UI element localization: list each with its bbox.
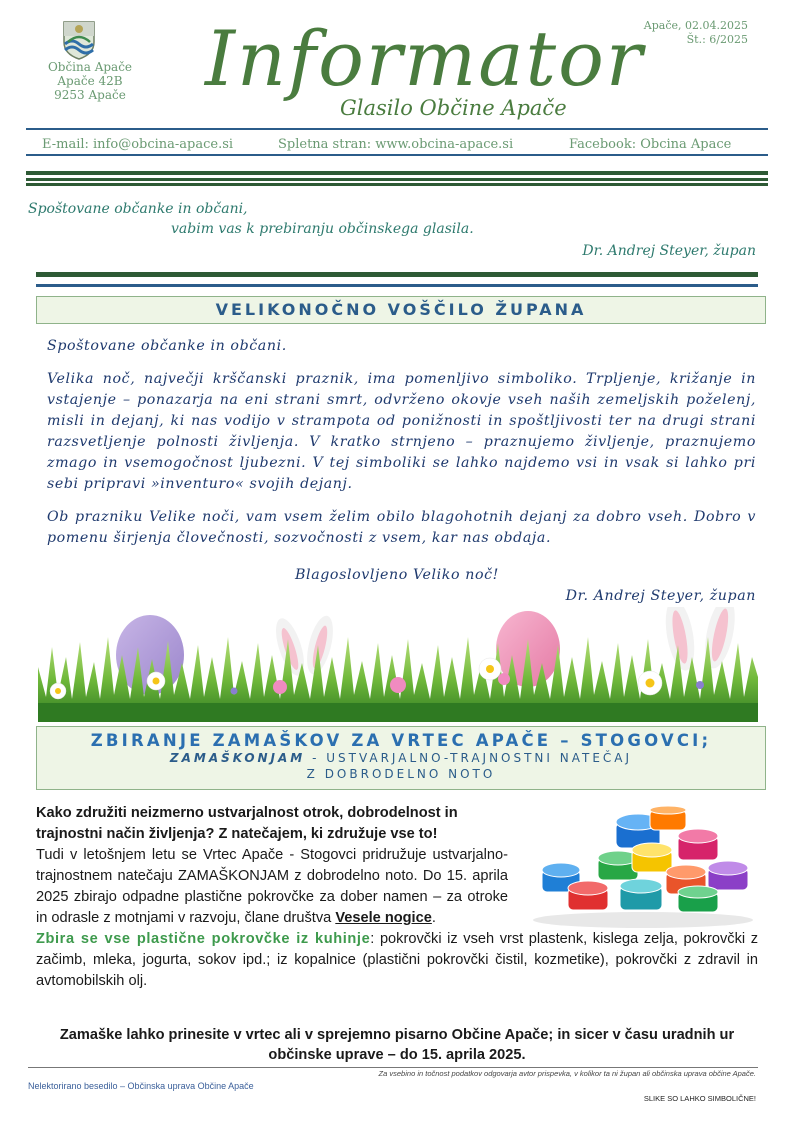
caps-heading-line-2: [37, 751, 765, 765]
caps-heading-line-1: ZBIRANJE ZAMAŠKOV ZA VRTEC APAČE – STOGOVCI;: [90, 731, 712, 750]
caps-closing: Zamaške lahko prinesite v vrtec ali v sprejemno pisarno Občine Apače; in sicer v času uradnih ur občinske uprave – do 15. aprila 2025.: [59, 1027, 735, 1063]
contact-facebook[interactable]: Facebook: Obcina Apace: [569, 137, 732, 152]
easter-signature: Dr. Andrej Steyer, župan: [565, 588, 756, 604]
greeting-signature: Dr. Andrej Steyer, župan: [582, 243, 756, 259]
divider-blue: [36, 284, 758, 287]
contact-bar: [26, 136, 768, 154]
issue-date: Apače, 02.04.2025: [643, 19, 748, 32]
caps-body-1: [36, 845, 508, 929]
municipality-address: [30, 60, 150, 102]
issue-info: [644, 19, 748, 47]
divider-dark-2: [26, 178, 768, 181]
caps-lead: Kako združiti neizmerno ustvarjalnost otrok, dobrodelnost in trajnostni način življenja? Z natečajem, ki združuje vse to!: [36, 805, 458, 842]
masthead-title: Informator: [205, 14, 645, 103]
easter-letter: [47, 336, 756, 561]
caps-body-1-text: Tudi v letošnjem letu se Vrtec Apače - Stogovci pridružuje ustvarjalno-trajnostnem natečaju ZAMAŠKONJAM z dobrodelno noto. Do 15. aprila 2025 zbirajo odpadne plastične pokrovčke za dober namen – za otroke in odrasle z motnjami v razvoju, člane društva: [36, 847, 508, 926]
masthead-subtitle: Glasilo Občine Apače: [340, 96, 567, 120]
divider-green: [36, 272, 758, 277]
contact-email[interactable]: E-mail: info@obcina-apace.si: [42, 137, 234, 152]
header-rule-top: [26, 128, 768, 130]
caps-body-2-text: : pokrovčki iz vseh vrst plastenk, kislega zelja, pokrovčki z začimb, mleka, jogurta, sokov ipd.; iz kopalnice (plastični pokrovčki čistil, kozmetike), pokrovčki z zdravil in avtomobilskih olj.: [36, 931, 758, 989]
society-link[interactable]: Vesele nogice: [335, 910, 432, 926]
easter-grass-illustration: [38, 607, 758, 722]
municipality-postal: 9253 Apače: [54, 88, 126, 102]
easter-salutation: Spoštovane občanke in občani.: [47, 338, 287, 354]
caps-body-2: [36, 929, 758, 992]
greeting-line-1: Spoštovane občanke in občani,: [28, 201, 248, 217]
footer-note: Nelektorirano besedilo – Občinska uprava Občine Apače: [28, 1081, 254, 1091]
municipality-street: Apače 42B: [57, 74, 123, 88]
easter-blessing: Blagoslovljeno Veliko noč!: [295, 567, 499, 583]
caps-contest-type: - USTVARJALNO-TRAJNOSTNI NATEČAJ: [305, 751, 633, 765]
footer-rule: [28, 1067, 758, 1068]
divider-dark-3: [26, 183, 768, 186]
caps-body-1-end: .: [431, 910, 436, 926]
municipality-name: Občina Apače: [47, 60, 133, 74]
caps-contest-name: ZAMAŠKONJAM: [169, 751, 306, 765]
contact-website[interactable]: Spletna stran: www.obcina-apace.si: [278, 137, 514, 152]
caps-heading-line-3: Z DOBRODELNO NOTO: [306, 767, 496, 781]
easter-heading: VELIKONOČNO VOŠČILO ŽUPANA: [36, 296, 766, 324]
divider-dark-1: [26, 171, 768, 175]
issue-number: Št.: 6/2025: [686, 33, 748, 46]
municipality-crest-icon: [62, 20, 96, 60]
caps-article: [36, 803, 758, 992]
caps-highlight: Zbira se vse plastične pokrovčke iz kuhinje: [36, 931, 371, 947]
footer-images-note: SLIKE SO LAHKO SIMBOLIČNE!: [643, 1094, 756, 1103]
greeting-line-2: vabim vas k prebiranju občinskega glasila.: [171, 221, 474, 237]
easter-paragraph-1: Velika noč, največji krščanski praznik, ima pomenljivo simboliko. Trpljenje, križanje in vstajenje – ponazarja na eni strani smrt, odvrženo okovje vseh naših zemeljskih poželenj, misli in dejanj, ki nas vodijo v strampota od ponižnosti in spoštljivosti ter na drugi strani razsvetljenje polnosti življenja. V kratko strnjeno – praznujemo življenje, praznujemo zmago in vsemogočnost ljubezni. V tej simboliki se lahko najdemo vsi in vsak si lahko pri sebi pripravi »inventuro« svojih dejanj.: [47, 371, 756, 492]
caps-heading-box: [36, 726, 766, 790]
header-rule-bottom: [26, 154, 768, 156]
easter-paragraph-2: Ob prazniku Velike noči, vam vsem želim obilo blagohotnih dejanj za dobro vseh. Dobro v pomenu širjenja človečnosti, sozvočnosti z vsem, kar nas obdaja.: [47, 509, 756, 546]
footer-disclaimer: Za vsebino in točnost podatkov odgovarja avtor prispevka, v kolikor ta ni župan ali občinska uprava občine Apače.: [378, 1069, 756, 1078]
